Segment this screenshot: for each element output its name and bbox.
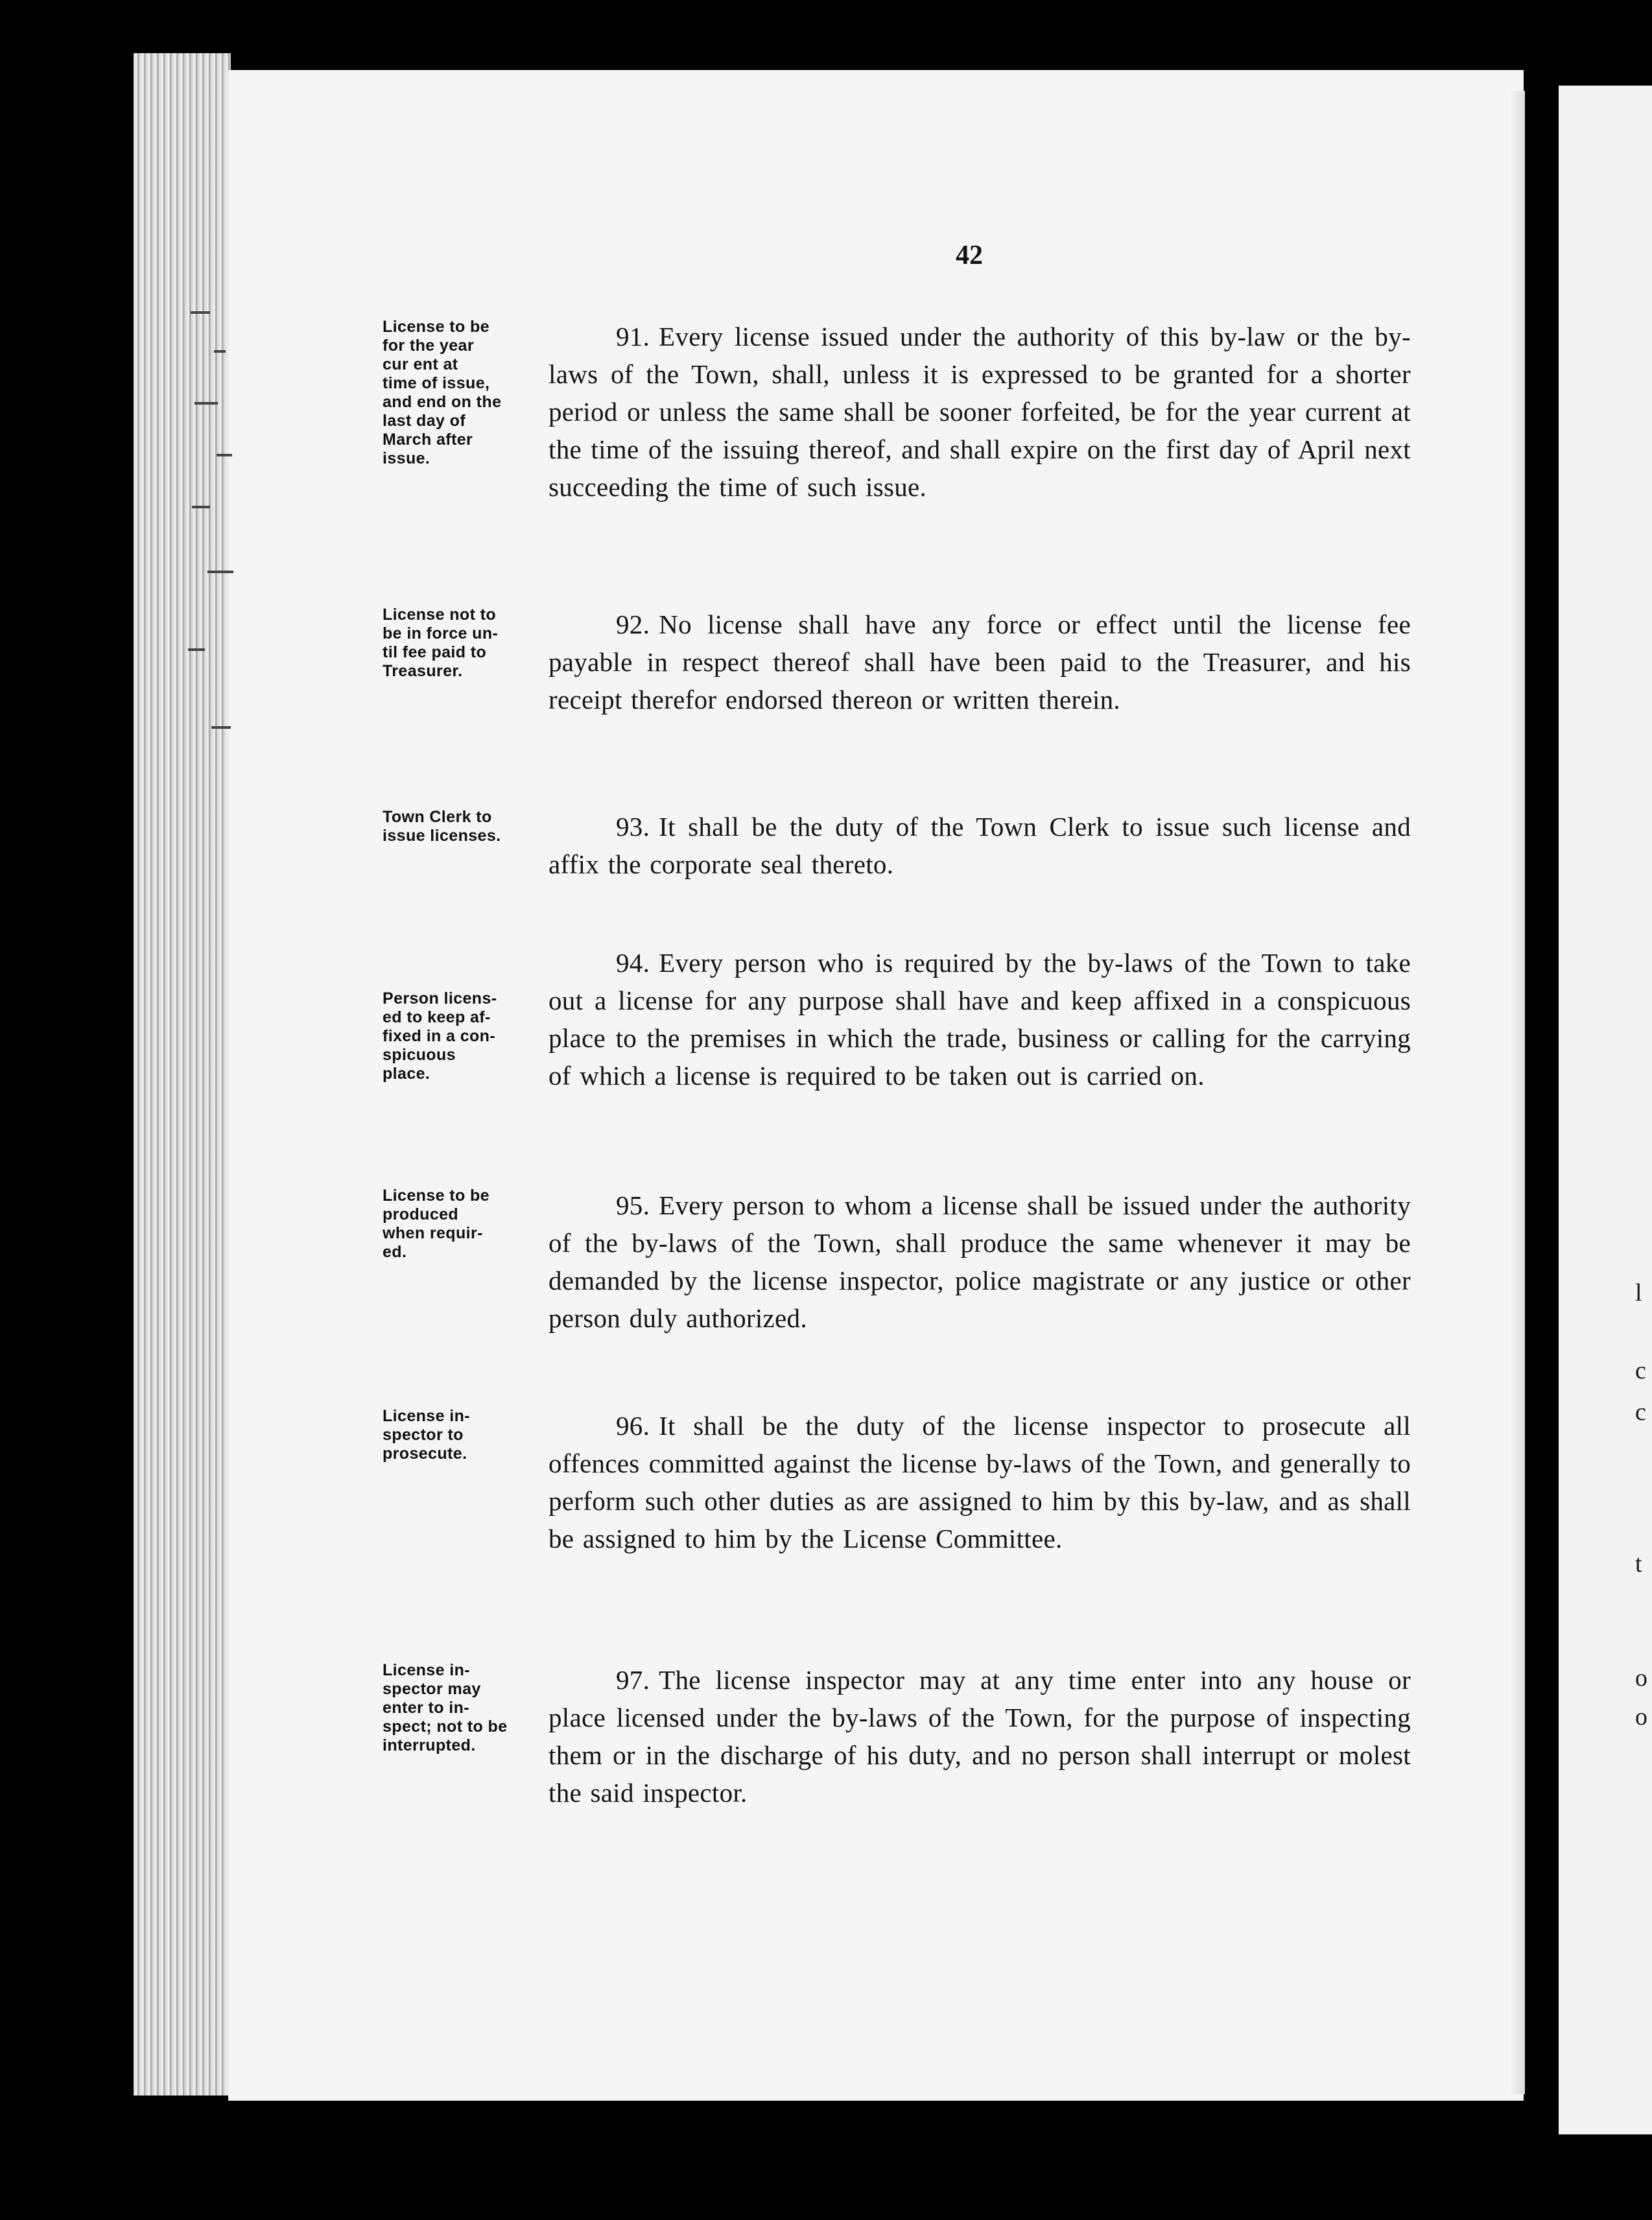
section-text: Every person to whom a license shall be issued under the authority of the by-laws of the Town, shall produce the same whenever it may be demanded by the license inspector, police magistrate or any justice or other person duly authorized.	[549, 1190, 1411, 1333]
adjacent-page-fragment: o	[1635, 1664, 1647, 1692]
margin-note: License in- spector to prosecute.	[383, 1407, 470, 1463]
margin-note: License to be for the year cur ent at time of issue, and end on the last day of March after issue.	[383, 318, 502, 467]
section-text: No license shall have any force or effect until the license fee payable in respect thereof shall have been paid to the Treasurer, and his receipt therefor endorsed thereon or written therein.	[549, 609, 1411, 714]
section-body	[549, 808, 1411, 883]
section-text: Every person who is required by the by-laws of the Town to take out a license for any purpose shall have and keep affixed in a conspicuous place to the premises in which the trade, business or calling for the carrying of which a license is required to be taken out is carried on.	[549, 948, 1411, 1091]
section-number: 96.	[616, 1411, 650, 1441]
section-number: 95.	[616, 1190, 650, 1220]
adjacent-page-fragment: c	[1635, 1399, 1646, 1426]
adjacent-page	[1559, 86, 1652, 2134]
section-text: It shall be the duty of the Town Clerk to issue such license and affix the corporate seal thereto.	[549, 812, 1411, 879]
section-text: The license inspector may at any time enter into any house or place licensed under the by-laws of the Town, for the purpose of inspecting them or in the discharge of his duty, and no person shall interrupt or molest the said inspector.	[549, 1665, 1411, 1808]
margin-note: License in- spector may enter to in- spect; not to be interrupted.	[383, 1661, 508, 1754]
scan-noise	[188, 311, 246, 752]
margin-note: Person licens- ed to keep af- fixed in a con- spicuous place.	[383, 989, 497, 1083]
adjacent-page-fragment: t	[1635, 1550, 1642, 1577]
section-body	[549, 606, 1411, 718]
section-body	[549, 318, 1411, 506]
section-text: Every license issued under the authority of this by-law or the by-laws of the Town, shall, unless it is expressed to be granted for a shorter period or unless the same shall be sooner forfeited, be for the year current at the time of the issuing thereof, and shall expire on the first day of April next succeeding the time of such issue.	[549, 322, 1411, 502]
section-number: 91.	[616, 322, 650, 351]
section-number: 92.	[616, 609, 650, 639]
section-body	[549, 1187, 1411, 1337]
adjacent-page-fragment: l	[1635, 1279, 1642, 1306]
section-body	[549, 1407, 1411, 1557]
margin-note: License not to be in force un- til fee paid to Treasurer.	[383, 606, 499, 680]
page-number: 42	[956, 241, 983, 270]
section-number: 93.	[616, 812, 650, 842]
section-body	[549, 944, 1411, 1094]
section-number: 97.	[616, 1665, 650, 1695]
book-gutter	[1525, 91, 1559, 2107]
section-number: 94.	[616, 948, 650, 978]
margin-note: License to be produced when requir- ed.	[383, 1187, 490, 1261]
adjacent-page-fragment: c	[1635, 1357, 1646, 1384]
margin-note: Town Clerk to issue licenses.	[383, 808, 501, 845]
adjacent-page-fragment: o	[1635, 1703, 1647, 1730]
section-text: It shall be the duty of the license inspector to prosecute all offences committed against the license by-laws of the Town, and generally to perform such other duties as are assigned to him by this by-law, and as shall be assigned to him by the License Committee.	[549, 1411, 1411, 1553]
section-body	[549, 1661, 1411, 1812]
